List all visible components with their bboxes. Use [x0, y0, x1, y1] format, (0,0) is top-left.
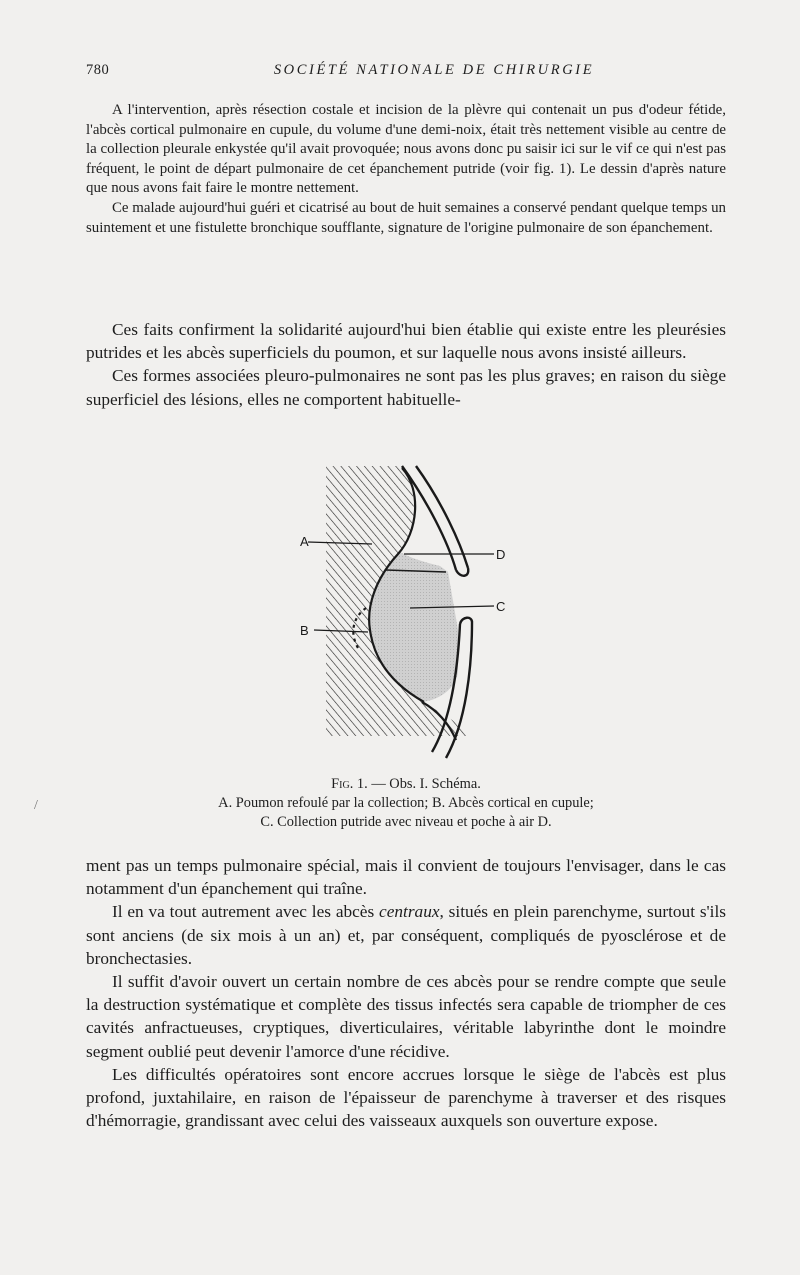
paragraph-pre: Il en va tout autrement avec les abcès	[112, 902, 380, 922]
caption-title: 1. — Obs. I. Schéma.	[356, 776, 481, 792]
figure-caption	[86, 775, 726, 831]
caption-fig: Fig.	[331, 776, 354, 792]
rib-upper-end	[456, 568, 468, 576]
rib-lower-end	[460, 618, 472, 624]
label-b: B	[300, 623, 309, 638]
body-paragraph	[86, 900, 726, 970]
caption-line-2: A. Poumon refoulé par la collection; B. Abcès cortical en cupule;	[218, 794, 594, 811]
figure-1	[290, 462, 520, 774]
page-header	[86, 62, 726, 84]
margin-mark: /	[34, 798, 38, 813]
label-a: A	[300, 534, 309, 549]
body-paragraph: Ces formes associées pleuro-pulmonaires ne sont pas les plus graves; en raison du siège superficiel des lésions, elles ne comportent habituelle-	[86, 366, 726, 409]
caption-line-3: C. Collection putride avec niveau et poche à air D.	[260, 813, 552, 830]
figure-1-schema	[290, 462, 520, 774]
case-paragraph: Ce malade aujourd'hui guéri et cicatrisé au bout de huit semaines a conservé pendant quelque temps un suintement et une fistulette bronchique soufflante, signature de l'origine pulmonaire de son épanchement.	[86, 199, 726, 236]
case-paragraph: A l'intervention, après résection costale et incision de la plèvre qui contenait un pus d'odeur fétide, l'abcès cortical pulmonaire en cupule, du volume d'une demi-noix, était très nettement visible au centre de la collection pleurale enkystée qu'il avait provoquée; nous avons donc pu saisir ici sur le vif ce qui n'est pas fréquent, le point de départ pulmonaire de cet épanchement putride (voir fig. 1). Le dessin d'après nature que nous avons fait faire le montre nettement.	[86, 102, 726, 197]
body-paragraph: ment pas un temps pulmonaire spécial, mais il convient de toujours l'envisager, dans le cas notamment d'un épanchement qui traîne.	[86, 856, 726, 899]
running-title: SOCIÉTÉ NATIONALE DE CHIRURGIE	[273, 62, 595, 78]
paragraph-emphasis: centraux	[379, 902, 440, 922]
page-number: 780	[86, 62, 110, 78]
paragraph-post: , situés en plein parenchyme, surtout s'ils sont anciens (de six mois à un an) et, par conséquent, compliqués de pyosclérose et de bronchectasies.	[86, 902, 726, 968]
body-paragraph: Les difficultés opératoires sont encore accrues lorsque le siège de l'abcès est plus profond, juxtahilaire, en raison de l'épaisseur de parenchyme à traverser et des risques d'hémorragie, grandissant avec celui des vaisseaux auxquels son ouverture expose.	[86, 1064, 726, 1131]
label-d: D	[496, 547, 506, 562]
caption-line-1	[86, 775, 726, 794]
body-text-top	[86, 318, 726, 411]
body-text-bottom	[86, 854, 726, 1132]
body-paragraph: Ces faits confirment la solidarité aujourd'hui bien établie qui existe entre les pleurésies putrides et les abcès superficiels du poumon, et sur laquelle nous avons insisté ailleurs.	[86, 320, 726, 363]
body-paragraph: Il suffit d'avoir ouvert un certain nombre de ces abcès pour se rendre compte que seule la destruction systématique et complète des tissus infectés sera capable de triompher de ces cavités anfractueuses, cryptiques, diverticulaires, véritable labyrinthe dont le moindre segment oublié peut devenir l'amorce d'une récidive.	[86, 972, 726, 1061]
case-report-section	[86, 101, 726, 238]
label-c: C	[496, 599, 506, 614]
chest-wall-inner	[416, 466, 468, 568]
